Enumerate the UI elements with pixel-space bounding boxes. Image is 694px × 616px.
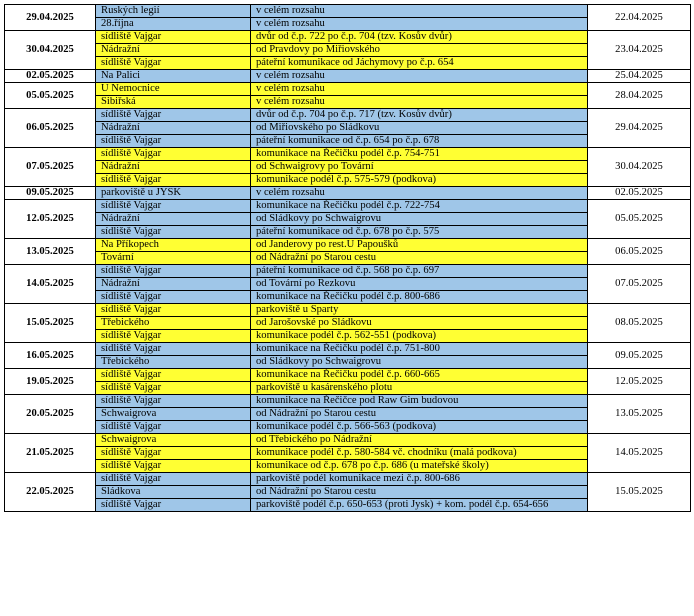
street-name: Schwaigrova <box>96 408 251 421</box>
cleaning-scope: parkoviště podél č.p. 650-653 (proti Jysk) + kom. podél č.p. 654-656 <box>251 499 588 512</box>
cleaning-date: 02.05.2025 <box>5 70 96 83</box>
street-name: Na Příkopech <box>96 239 251 252</box>
cleaning-scope: páteřní komunikace od č.p. 678 po č.p. 575 <box>251 226 588 239</box>
cleaning-scope: komunikace podél č.p. 562-551 (podkova) <box>251 330 588 343</box>
cleaning-date: 05.05.2025 <box>5 83 96 109</box>
street-name: sídliště Vajgar <box>96 291 251 304</box>
street-name: Tovární <box>96 252 251 265</box>
street-name: Třebického <box>96 356 251 369</box>
notice-date: 02.05.2025 <box>588 187 691 200</box>
street-name: sídliště Vajgar <box>96 343 251 356</box>
street-name: Třebického <box>96 317 251 330</box>
cleaning-date: 29.04.2025 <box>5 5 96 31</box>
notice-date: 29.04.2025 <box>588 109 691 148</box>
cleaning-scope: v celém rozsahu <box>251 96 588 109</box>
cleaning-scope: komunikace na Řečičce pod Raw Gim budovou <box>251 395 588 408</box>
street-name: parkoviště u JYSK <box>96 187 251 200</box>
cleaning-scope: od Nádražní po Starou cestu <box>251 252 588 265</box>
street-name: sídliště Vajgar <box>96 395 251 408</box>
cleaning-scope: od Miřiovského po Sládkovu <box>251 122 588 135</box>
street-name: sídliště Vajgar <box>96 135 251 148</box>
cleaning-scope: v celém rozsahu <box>251 18 588 31</box>
street-name: sídliště Vajgar <box>96 304 251 317</box>
table-row <box>5 109 691 122</box>
cleaning-scope: v celém rozsahu <box>251 5 588 18</box>
cleaning-scope: dvůr od č.p. 722 po č.p. 704 (tzv. Kosův dvůr) <box>251 31 588 44</box>
cleaning-date: 15.05.2025 <box>5 304 96 343</box>
notice-date: 30.04.2025 <box>588 148 691 187</box>
notice-date: 25.04.2025 <box>588 70 691 83</box>
table-row <box>5 304 691 317</box>
street-name: sídliště Vajgar <box>96 109 251 122</box>
cleaning-date: 20.05.2025 <box>5 395 96 434</box>
cleaning-date: 16.05.2025 <box>5 343 96 369</box>
cleaning-date: 06.05.2025 <box>5 109 96 148</box>
street-name: Sibiřská <box>96 96 251 109</box>
street-name: Nádražní <box>96 213 251 226</box>
table-row <box>5 31 691 44</box>
notice-date: 14.05.2025 <box>588 434 691 473</box>
cleaning-scope: od Sládkovy po Schwaigrovu <box>251 213 588 226</box>
street-name: sídliště Vajgar <box>96 460 251 473</box>
cleaning-scope: komunikace podél č.p. 580-584 vč. chodníku (malá podkova) <box>251 447 588 460</box>
cleaning-scope: od Nádražní po Starou cestu <box>251 408 588 421</box>
notice-date: 13.05.2025 <box>588 395 691 434</box>
cleaning-scope: komunikace podél č.p. 566-563 (podkova) <box>251 421 588 434</box>
street-name: sídliště Vajgar <box>96 200 251 213</box>
street-name: sídliště Vajgar <box>96 330 251 343</box>
cleaning-date: 12.05.2025 <box>5 200 96 239</box>
street-name: Ruských legií <box>96 5 251 18</box>
street-name: sídliště Vajgar <box>96 421 251 434</box>
cleaning-scope: od Sládkovy po Schwaigrovu <box>251 356 588 369</box>
notice-date: 08.05.2025 <box>588 304 691 343</box>
street-name: sídliště Vajgar <box>96 265 251 278</box>
cleaning-scope: komunikace na Řečičku podél č.p. 800-686 <box>251 291 588 304</box>
cleaning-scope: komunikace na Řečičku podél č.p. 660-665 <box>251 369 588 382</box>
cleaning-scope: od Schwaigrovy po Tovární <box>251 161 588 174</box>
street-name: U Nemocnice <box>96 83 251 96</box>
table-row <box>5 343 691 356</box>
street-name: sídliště Vajgar <box>96 499 251 512</box>
cleaning-scope: od Nádražní po Starou cestu <box>251 486 588 499</box>
street-name: Nádražní <box>96 122 251 135</box>
street-name: Nádražní <box>96 161 251 174</box>
table-row <box>5 5 691 18</box>
table-row <box>5 473 691 486</box>
cleaning-date: 14.05.2025 <box>5 265 96 304</box>
cleaning-scope: v celém rozsahu <box>251 187 588 200</box>
cleaning-scope: parkoviště u kasárenského plotu <box>251 382 588 395</box>
cleaning-date: 07.05.2025 <box>5 148 96 187</box>
notice-date: 12.05.2025 <box>588 369 691 395</box>
street-name: Na Palici <box>96 70 251 83</box>
street-name: sídliště Vajgar <box>96 382 251 395</box>
table-row <box>5 395 691 408</box>
schedule-body <box>5 5 691 512</box>
notice-date: 28.04.2025 <box>588 83 691 109</box>
street-name: sídliště Vajgar <box>96 57 251 70</box>
table-row <box>5 148 691 161</box>
street-name: sídliště Vajgar <box>96 473 251 486</box>
table-row <box>5 265 691 278</box>
notice-date: 22.04.2025 <box>588 5 691 31</box>
street-name: sídliště Vajgar <box>96 447 251 460</box>
notice-date: 23.04.2025 <box>588 31 691 70</box>
street-name: sídliště Vajgar <box>96 369 251 382</box>
cleaning-scope: komunikace podél č.p. 575-579 (podkova) <box>251 174 588 187</box>
cleaning-scope: od Janderovy po rest.U Papoušků <box>251 239 588 252</box>
cleaning-scope: komunikace na Řečičku podél č.p. 722-754 <box>251 200 588 213</box>
cleaning-date: 19.05.2025 <box>5 369 96 395</box>
cleaning-date: 09.05.2025 <box>5 187 96 200</box>
cleaning-scope: od Tovární po Rezkovu <box>251 278 588 291</box>
table-row <box>5 369 691 382</box>
cleaning-scope: páteřní komunikace od č.p. 568 po č.p. 697 <box>251 265 588 278</box>
table-row <box>5 434 691 447</box>
street-name: Sládkova <box>96 486 251 499</box>
cleaning-scope: parkoviště u Sparty <box>251 304 588 317</box>
notice-date: 07.05.2025 <box>588 265 691 304</box>
cleaning-date: 22.05.2025 <box>5 473 96 512</box>
table-row <box>5 83 691 96</box>
cleaning-scope: komunikace od č.p. 678 po č.p. 686 (u mateřské školy) <box>251 460 588 473</box>
street-name: sídliště Vajgar <box>96 31 251 44</box>
notice-date: 15.05.2025 <box>588 473 691 512</box>
cleaning-date: 21.05.2025 <box>5 434 96 473</box>
street-name: Nádražní <box>96 278 251 291</box>
cleaning-date: 30.04.2025 <box>5 31 96 70</box>
cleaning-scope: v celém rozsahu <box>251 83 588 96</box>
street-name: Schwaigrova <box>96 434 251 447</box>
notice-date: 09.05.2025 <box>588 343 691 369</box>
cleaning-scope: parkoviště podél komunikace mezi č.p. 800-686 <box>251 473 588 486</box>
cleaning-scope: komunikace na Řečičku podél č.p. 751-800 <box>251 343 588 356</box>
street-name: Nádražní <box>96 44 251 57</box>
street-name: sídliště Vajgar <box>96 226 251 239</box>
street-name: 28.října <box>96 18 251 31</box>
notice-date: 06.05.2025 <box>588 239 691 265</box>
table-row <box>5 239 691 252</box>
table-row <box>5 187 691 200</box>
cleaning-scope: páteřní komunikace od č.p. 654 po č.p. 678 <box>251 135 588 148</box>
table-row <box>5 200 691 213</box>
cleaning-scope: od Pravdovy po Miřiovského <box>251 44 588 57</box>
cleaning-scope: páteřní komunikace od Jáchymovy po č.p. 654 <box>251 57 588 70</box>
street-name: sídliště Vajgar <box>96 148 251 161</box>
cleaning-scope: od Jarošovské po Sládkovu <box>251 317 588 330</box>
street-name: sídliště Vajgar <box>96 174 251 187</box>
cleaning-scope: od Třebického po Nádražní <box>251 434 588 447</box>
notice-date: 05.05.2025 <box>588 200 691 239</box>
cleaning-scope: komunikace na Řečičku podél č.p. 754-751 <box>251 148 588 161</box>
cleaning-scope: v celém rozsahu <box>251 70 588 83</box>
cleaning-scope: dvůr od č.p. 704 po č.p. 717 (tzv. Kosův dvůr) <box>251 109 588 122</box>
cleaning-schedule-table <box>4 4 691 512</box>
table-row <box>5 70 691 83</box>
cleaning-date: 13.05.2025 <box>5 239 96 265</box>
